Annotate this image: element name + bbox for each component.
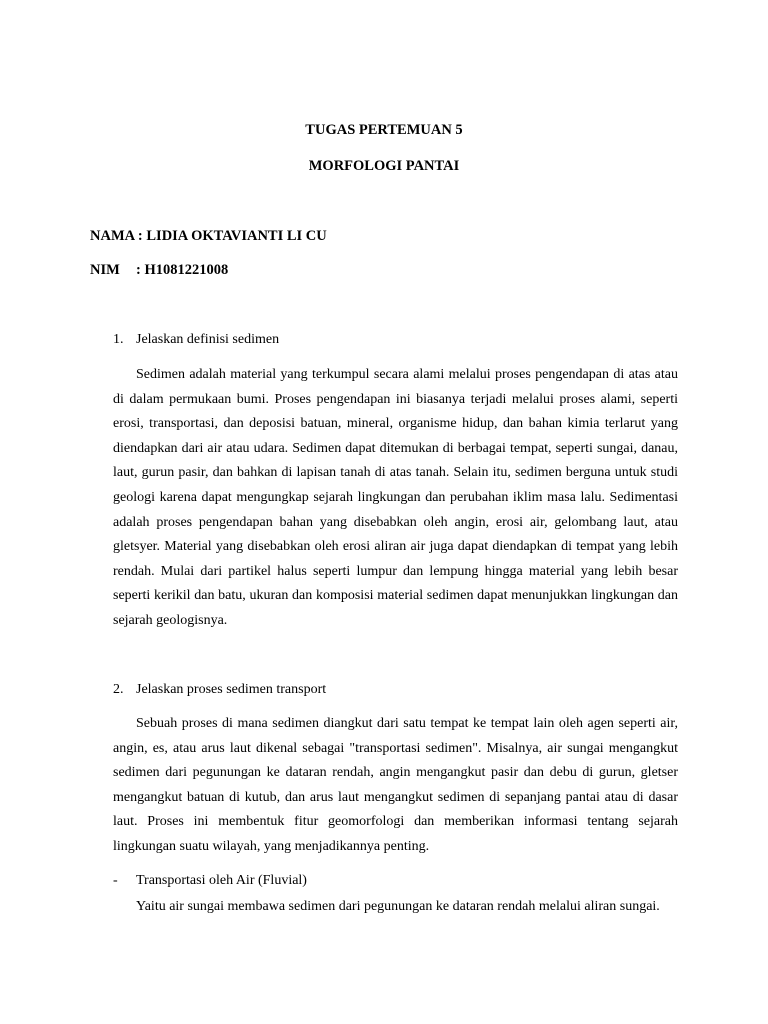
document-title: TUGAS PERTEMUAN 5 [305, 122, 463, 138]
answer-1-paragraph: Sedimen adalah material yang terkumpul secara alami melalui proses pengendapan di atas atau di dalam permukaan bumi. Proses pengendapan ini biasanya terjadi melalui proses alami, seperti erosi, transportasi, dan deposisi batuan, mineral, organisme hidup, dan bahan kimia terlarut yang diendapkan dari air atau udara. Sedimen dapat ditemukan di berbagai tempat, seperti sungai, danau, laut, gurun pasir, dan bahkan di lapisan tanah di atas tanah. Selain itu, sedimen berguna untuk studi geologi karena dapat mengungkap sejarah lingkungan dan perubahan iklim masa lalu. Sedimentasi adalah proses pengendapan bahan yang disebabkan oleh angin, erosi air, gelombang laut, atau gletsyer. Material yang disebabkan oleh erosi aliran air juga dapat diendapkan di tempat yang lebih rendah. Mulai dari partikel halus seperti lumpur dan lempung hingga material yang lebih besar seperti kerikil dan batu, ukuran dan komposisi material sedimen dapat menunjukkan lingkungan dan sejarah geologisnya. [113, 367, 678, 628]
question-text: Jelaskan proses sedimen transport [136, 682, 327, 697]
document-subtitle: MORFOLOGI PANTAI [308, 158, 460, 174]
subitem-heading [113, 872, 307, 890]
nim-label: NIM [90, 262, 120, 278]
question-1 [113, 331, 279, 349]
subitem-heading-text: Transportasi oleh Air (Fluvial) [136, 873, 307, 888]
answer-2-paragraph: Sebuah proses di mana sedimen diangkut dari satu tempat ke tempat lain oleh agen seperti air, angin, es, atau arus laut dikenal sebagai "transportasi sedimen". Misalnya, air sungai mengangkut sedimen dari pegunungan ke dataran rendah, angin mengangkut pasir dan debu di gurun, gletser mengangkut batuan di kutub, dan arus laut mengangkut sedimen di sepanjang pantai atau di dasar laut. Proses ini membentuk fitur geomorfologi dan memberikan informasi tentang sejarah lingkungan suatu wilayah, yang menjadikannya penting. [113, 716, 678, 854]
student-name-line: NAMA : LIDIA OKTAVIANTI LI CU [90, 228, 327, 244]
nim-value: : H1081221008 [136, 262, 229, 278]
bullet-dash: - [113, 873, 118, 888]
student-nim-line [90, 261, 228, 279]
question-text: Jelaskan definisi sedimen [136, 332, 280, 347]
question-number: 1. [113, 332, 124, 347]
question-number: 2. [113, 682, 124, 697]
subitem-text: Yaitu air sungai membawa sedimen dari pegunungan ke dataran rendah melalui aliran sungai. [136, 899, 660, 914]
question-2 [113, 681, 326, 699]
